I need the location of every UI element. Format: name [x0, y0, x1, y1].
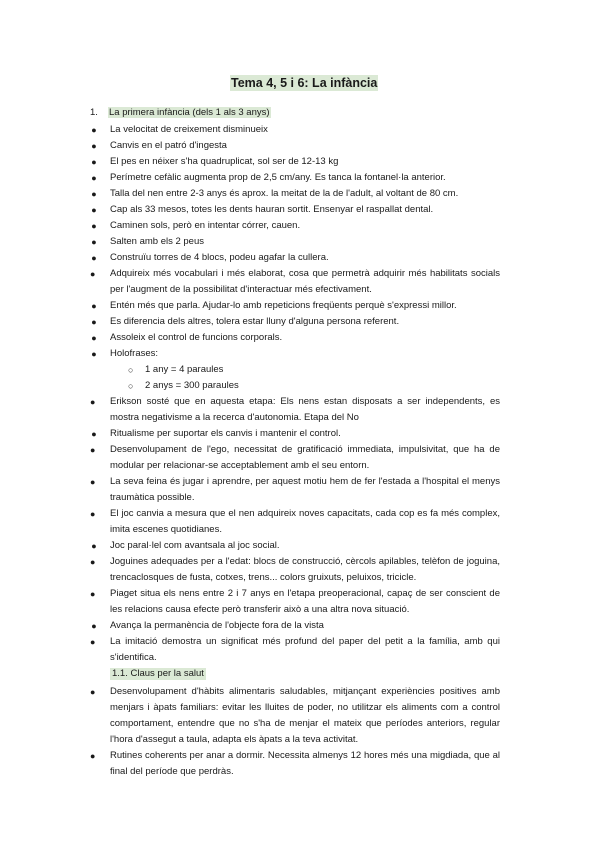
bullet-icon: ● — [90, 477, 96, 487]
sub-list-item: ○ 1 any = 4 paraules — [145, 362, 223, 378]
bullet-icon: ● — [91, 141, 97, 151]
list-item: ● Salten amb els 2 peus — [110, 234, 500, 250]
bullet-icon: ● — [90, 751, 96, 761]
bullet-icon: ● — [91, 349, 97, 359]
list-item: ● Desenvolupament d'hàbits alimentaris saludables, mitjançant experiències positives amb menjars i àpats familiars: evitar les lluites de poder, no utilitzar els aliments com a control comportament, entendre que no s'ha de menjar el mateix que períodes anteriors, regular l'hora d'assegut a taula, adapta els àpats a la teva activitat. — [90, 686, 500, 745]
bullet-icon: ● — [91, 221, 97, 231]
list-item: ● Ritualisme per suportar els canvis i mantenir el control. — [110, 426, 500, 442]
bullet-icon: ● — [91, 621, 97, 631]
list-item: ● Caminen sols, però en intentar córrer, cauen. — [110, 218, 500, 234]
bullet-icon: ● — [91, 125, 97, 135]
list-item: ● Talla del nen entre 2-3 anys és aprox. la meitat de la de l'adult, al voltant de 80 cm. — [110, 186, 500, 202]
list-item: ● Canvis en el patró d'ingesta — [110, 138, 500, 154]
list-item: ● Desenvolupament de l'ego, necessitat de gratificació immediata, impulsivitat, que ha de modular per relacionar-se acceptablement amb el seu entorn. — [90, 444, 500, 471]
section-heading-1 — [90, 107, 271, 119]
section-number: 1. — [90, 107, 98, 118]
list-item: ● Avança la permanència de l'objecte fora de la vista — [110, 618, 500, 634]
list-item: ● La seva feina és jugar i aprendre, per aquest motiu hem de fer l'estada a l'hospital el menys traumàtica possible. — [90, 476, 500, 503]
section-heading-1-1: 1.1. Claus per la salut — [112, 668, 204, 679]
list-item: ● La imitació demostra un significat més profund del paper del petit a la família, amb qui s'identifica. — [90, 636, 500, 663]
list-item: ● Perímetre cefàlic augmenta prop de 2,5 cm/any. Es tanca la fontanel·la anterior. — [110, 170, 500, 186]
bullet-icon: ● — [91, 173, 97, 183]
bullet-icon: ● — [90, 557, 96, 567]
list-item: ● El pes en néixer s'ha quadruplicat, sol ser de 12-13 kg — [110, 154, 500, 170]
bullet-icon: ● — [91, 301, 97, 311]
bullet-icon: ● — [91, 253, 97, 263]
bullet-icon: ● — [90, 397, 96, 407]
bullet-icon: ● — [90, 637, 96, 647]
list-item: ● Rutines coherents per anar a dormir. Necessita almenys 12 hores més una migdiada, que al final del període que perdràs. — [90, 750, 500, 777]
bullet-icon: ● — [91, 189, 97, 199]
bullet-icon: ● — [91, 541, 97, 551]
list-item: ● Joc paral·lel com avantsala al joc social. — [110, 538, 500, 554]
sub-bullet-icon: ○ — [128, 381, 134, 391]
page-title: Tema 4, 5 i 6: La infància — [231, 76, 378, 90]
list-item: ● Assoleix el control de funcions corporals. — [110, 330, 500, 346]
bullet-icon: ● — [91, 429, 97, 439]
bullet-icon: ● — [91, 237, 97, 247]
list-item: ● La velocitat de creixement disminueix — [110, 122, 500, 138]
bullet-icon: ● — [90, 509, 96, 519]
list-item: ● Piaget situa els nens entre 2 i 7 anys en l'etapa preoperacional, capaç de ser conscient de les relacions causa efecte però transferir això a una altra nova situació. — [90, 588, 500, 615]
list-item: ● El joc canvia a mesura que el nen adquireix noves capacitats, cada cop es fa més complex, imita escenes quotidianes. — [90, 508, 500, 535]
bullet-icon: ● — [90, 589, 96, 599]
list-item: ● Cap als 33 mesos, totes les dents hauran sortit. Ensenyar el raspallat dental. — [110, 202, 500, 218]
list-item: ● Holofrases: — [110, 346, 500, 362]
bullet-icon: ● — [91, 317, 97, 327]
bullet-icon: ● — [90, 687, 96, 697]
bullet-icon: ● — [91, 157, 97, 167]
list-item: ● Erikson sosté que en aquesta etapa: Els nens estan disposats a ser independents, es mostra negativisme a la recerca d'autonomia. Etapa del No — [90, 396, 500, 423]
bullet-icon: ● — [91, 205, 97, 215]
bullet-icon: ● — [90, 269, 96, 279]
list-item: ● Entén més que parla. Ajudar-lo amb repeticions freqüents perquè s'expressi millor. — [110, 298, 500, 314]
bullet-icon: ● — [90, 445, 96, 455]
sub-list-item: ○ 2 anys = 300 paraules — [145, 378, 239, 394]
list-item: ● Es diferencia dels altres, tolera estar lluny d'alguna persona referent. — [110, 314, 500, 330]
list-item: ● Joguines adequades per a l'edat: blocs de construcció, cèrcols apilables, telèfon de joguina, trencaclosques de fusta, cotxes, trens... colors gruixuts, peluixos, tricicle. — [90, 556, 500, 583]
list-item: ● Construïu torres de 4 blocs, podeu agafar la cullera. — [110, 250, 500, 266]
sub-bullet-icon: ○ — [128, 365, 134, 375]
bullet-icon: ● — [91, 333, 97, 343]
section-label: La primera infància (dels 1 als 3 anys) — [109, 107, 270, 118]
list-item: ● Adquireix més vocabulari i més elaborat, cosa que permetrà adquirir més habilitats socials per l'augment de la possibilitat d'interactuar més efectivament. — [90, 268, 500, 295]
